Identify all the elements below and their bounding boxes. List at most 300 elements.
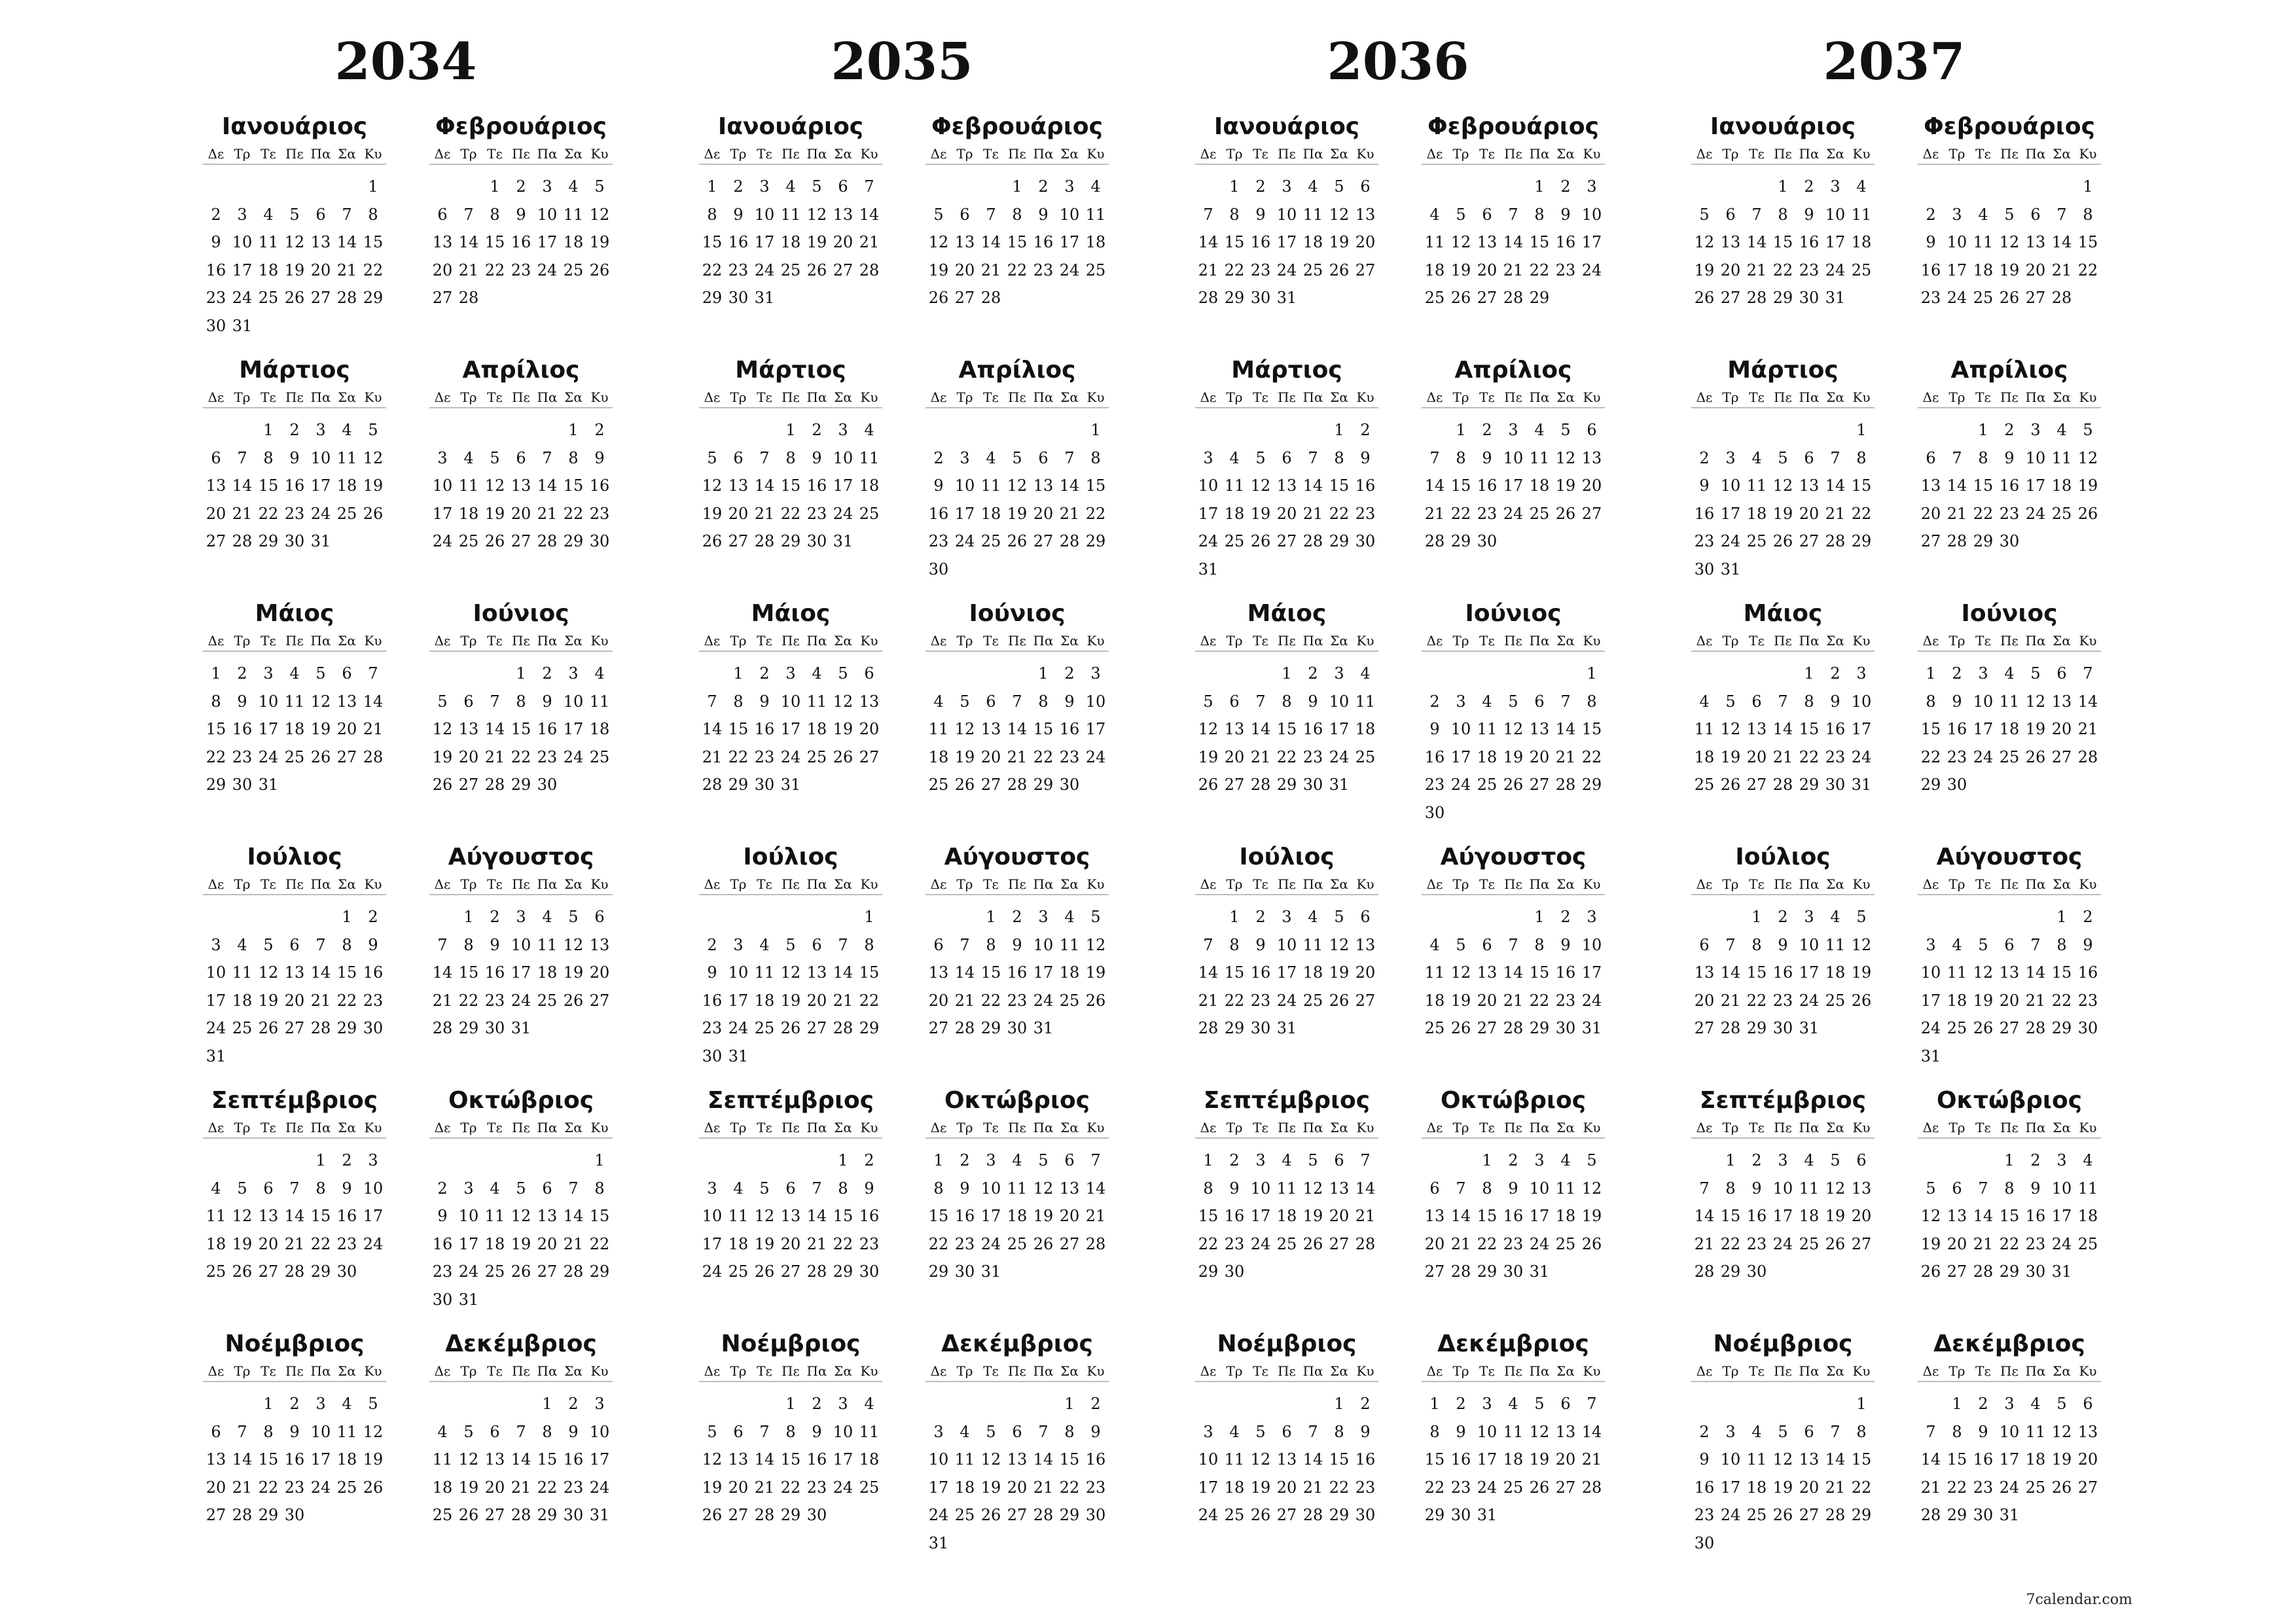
day-cell bbox=[1552, 527, 1579, 556]
day-cell: 6 bbox=[211, 1422, 221, 1441]
day-cell: 11 bbox=[1851, 205, 1872, 224]
day-cell: 27 bbox=[1224, 776, 1245, 794]
day-cell: 6 bbox=[933, 935, 944, 954]
day-cell: 4 bbox=[1229, 448, 1240, 467]
day-cell: 21 bbox=[1250, 747, 1271, 766]
week-row bbox=[1195, 1474, 1378, 1502]
day-cell: 23 bbox=[363, 991, 384, 1010]
day-cell: 7 bbox=[1508, 205, 1518, 224]
day-cell bbox=[1822, 556, 1848, 584]
day-cell: 28 bbox=[232, 1506, 253, 1524]
day-cell: 19 bbox=[1329, 233, 1350, 251]
day-cell: 2 bbox=[1038, 177, 1049, 196]
day-cell bbox=[1448, 799, 1474, 827]
weekday-label: Πα bbox=[806, 146, 827, 162]
year-title: 2036 bbox=[1327, 32, 1469, 92]
month-days bbox=[699, 652, 882, 799]
day-cell: 29 bbox=[206, 776, 226, 794]
day-cell bbox=[429, 416, 456, 444]
day-cell: 27 bbox=[1424, 1262, 1445, 1281]
day-cell: 13 bbox=[1694, 963, 1715, 982]
day-cell: 13 bbox=[1424, 1207, 1445, 1225]
day-cell: 31 bbox=[1198, 560, 1219, 579]
day-cell: 19 bbox=[1772, 1478, 1793, 1497]
day-cell: 29 bbox=[1851, 1506, 1872, 1524]
week-row bbox=[1195, 472, 1378, 500]
day-cell: 26 bbox=[1772, 532, 1793, 550]
day-cell: 15 bbox=[336, 963, 357, 982]
day-cell: 8 bbox=[490, 205, 500, 224]
day-cell bbox=[586, 771, 613, 799]
day-cell: 19 bbox=[1250, 1478, 1271, 1497]
day-cell: 18 bbox=[1085, 233, 1106, 251]
day-cell: 4 bbox=[1429, 205, 1440, 224]
day-cell: 26 bbox=[363, 504, 384, 523]
weekday-label: Τρ bbox=[1948, 1363, 1965, 1379]
weekday-label: Τε bbox=[1975, 633, 1991, 649]
day-cell: 14 bbox=[1059, 476, 1080, 495]
day-cell: 24 bbox=[206, 1019, 226, 1037]
day-cell: 16 bbox=[702, 991, 723, 1010]
day-cell: 26 bbox=[2051, 1478, 2072, 1497]
week-row bbox=[1918, 660, 2101, 688]
month-name: Μάρτιος bbox=[1727, 357, 1839, 383]
day-cell: 4 bbox=[289, 664, 300, 683]
day-cell: 25 bbox=[336, 504, 357, 523]
weekday-label: Πα bbox=[2025, 389, 2046, 405]
day-cell: 20 bbox=[1224, 747, 1245, 766]
day-cell: 4 bbox=[594, 664, 605, 683]
weekday-label: Σα bbox=[2053, 633, 2071, 649]
day-cell: 7 bbox=[1090, 1151, 1101, 1169]
day-cell: 20 bbox=[980, 747, 1001, 766]
day-cell: 15 bbox=[1450, 476, 1471, 495]
day-cell: 8 bbox=[2083, 205, 2093, 224]
weekday-header bbox=[1918, 874, 2101, 895]
day-cell: 7 bbox=[1751, 205, 1762, 224]
week-row bbox=[429, 228, 613, 257]
day-cell: 16 bbox=[432, 1234, 453, 1253]
day-cell: 18 bbox=[1746, 504, 1767, 523]
day-cell: 6 bbox=[594, 908, 605, 926]
day-cell: 17 bbox=[1973, 720, 1994, 738]
day-cell: 16 bbox=[1424, 747, 1445, 766]
day-cell: 14 bbox=[2077, 692, 2098, 711]
day-cell: 25 bbox=[1503, 1478, 1524, 1497]
day-cell: 21 bbox=[1007, 747, 1028, 766]
weekday-label: Πε bbox=[781, 1120, 800, 1135]
day-cell: 12 bbox=[1329, 205, 1350, 224]
day-cell: 11 bbox=[336, 1422, 357, 1441]
day-cell: 6 bbox=[490, 1422, 500, 1441]
week-row bbox=[1691, 1258, 1874, 1286]
day-cell: 22 bbox=[1999, 1234, 2020, 1253]
day-cell: 4 bbox=[342, 1395, 352, 1413]
week-row bbox=[1691, 500, 1874, 528]
day-cell bbox=[203, 1147, 229, 1175]
day-cell: 17 bbox=[1085, 720, 1106, 738]
day-cell bbox=[1030, 556, 1056, 584]
day-cell: 1 bbox=[1856, 421, 1867, 439]
day-cell: 8 bbox=[707, 205, 717, 224]
day-cell: 9 bbox=[289, 448, 300, 467]
day-cell bbox=[1474, 903, 1500, 931]
day-cell: 21 bbox=[1973, 1234, 1994, 1253]
day-cell: 4 bbox=[2004, 664, 2015, 683]
day-cell bbox=[1448, 173, 1474, 201]
day-cell: 17 bbox=[954, 504, 975, 523]
weekday-label: Κυ bbox=[1583, 1120, 1601, 1135]
week-row bbox=[1691, 987, 1874, 1015]
weekday-label: Τε bbox=[1479, 1120, 1495, 1135]
day-cell bbox=[1083, 1014, 1109, 1043]
day-cell: 24 bbox=[2051, 1234, 2072, 1253]
day-cell bbox=[1448, 1147, 1474, 1175]
day-cell: 19 bbox=[1555, 476, 1576, 495]
day-cell: 8 bbox=[1012, 205, 1022, 224]
month-days bbox=[925, 165, 1109, 312]
day-cell: 28 bbox=[1503, 289, 1524, 307]
day-cell: 30 bbox=[702, 1046, 723, 1065]
day-cell: 13 bbox=[1477, 963, 1498, 982]
weekday-header bbox=[1422, 1361, 1605, 1382]
weekday-label: Τρ bbox=[956, 1363, 973, 1379]
day-cell: 19 bbox=[1198, 747, 1219, 766]
weekday-label: Τε bbox=[1749, 1363, 1765, 1379]
week-row bbox=[1918, 1202, 2101, 1230]
day-cell: 19 bbox=[1450, 991, 1471, 1010]
day-cell: 3 bbox=[2030, 421, 2041, 439]
day-cell: 14 bbox=[954, 963, 975, 982]
day-cell: 30 bbox=[589, 532, 610, 550]
day-cell: 6 bbox=[986, 692, 996, 711]
week-row bbox=[429, 987, 613, 1015]
week-row bbox=[429, 416, 613, 444]
day-cell: 29 bbox=[537, 1506, 558, 1524]
week-row bbox=[925, 1258, 1109, 1286]
day-cell: 15 bbox=[1276, 720, 1297, 738]
month-name: Σεπτέμβριος bbox=[1699, 1087, 1867, 1114]
day-cell: 23 bbox=[1477, 504, 1498, 523]
weekday-label: Πε bbox=[1278, 389, 1296, 405]
day-cell: 2 bbox=[437, 1179, 448, 1198]
day-cell: 15 bbox=[1424, 1450, 1445, 1469]
week-row bbox=[1691, 1474, 1874, 1502]
day-cell: 1 bbox=[1856, 1395, 1867, 1413]
month-days bbox=[1195, 895, 1378, 1043]
day-cell: 1 bbox=[1038, 664, 1049, 683]
day-cell: 28 bbox=[1825, 1506, 1846, 1524]
day-cell: 17 bbox=[1581, 963, 1602, 982]
day-cell: 18 bbox=[754, 991, 775, 1010]
weekday-label: Πε bbox=[1278, 146, 1296, 162]
day-cell bbox=[925, 660, 952, 688]
day-cell: 1 bbox=[211, 664, 221, 683]
day-cell: 22 bbox=[258, 504, 279, 523]
day-cell: 11 bbox=[1085, 205, 1106, 224]
weekday-label: Σα bbox=[1556, 146, 1575, 162]
day-cell bbox=[1579, 527, 1605, 556]
day-cell bbox=[229, 903, 255, 931]
day-cell: 29 bbox=[258, 1506, 279, 1524]
day-cell: 17 bbox=[1276, 963, 1297, 982]
weekday-header bbox=[1195, 144, 1378, 165]
day-cell: 9 bbox=[1229, 1179, 1240, 1198]
weekday-header bbox=[203, 144, 386, 165]
week-row bbox=[1422, 1474, 1605, 1502]
day-cell: 15 bbox=[980, 963, 1001, 982]
day-cell: 18 bbox=[1555, 1207, 1576, 1225]
month-days bbox=[1918, 165, 2101, 312]
day-cell: 26 bbox=[1825, 1234, 1846, 1253]
month-2036-1 bbox=[1195, 110, 1378, 312]
day-cell: 8 bbox=[463, 935, 474, 954]
weekday-label: Σα bbox=[564, 1363, 583, 1379]
day-cell: 15 bbox=[1059, 1450, 1080, 1469]
week-row bbox=[203, 715, 386, 743]
day-cell: 12 bbox=[754, 1207, 775, 1225]
day-cell bbox=[1030, 1390, 1056, 1418]
day-cell: 27 bbox=[1059, 1234, 1080, 1253]
month-name: Ιανουάριος bbox=[1710, 113, 1856, 140]
weekday-label: Τρ bbox=[1948, 876, 1965, 892]
day-cell: 7 bbox=[237, 448, 247, 467]
day-cell: 29 bbox=[1973, 532, 1994, 550]
day-cell: 20 bbox=[859, 720, 880, 738]
week-row bbox=[1422, 688, 1605, 716]
day-cell: 10 bbox=[1920, 963, 1941, 982]
day-cell: 25 bbox=[258, 289, 279, 307]
day-cell: 19 bbox=[1503, 747, 1524, 766]
weekday-label: Σα bbox=[1330, 389, 1348, 405]
week-row bbox=[1918, 771, 2101, 799]
week-row bbox=[429, 688, 613, 716]
weekday-header bbox=[1918, 631, 2101, 652]
weekday-label: Πα bbox=[1302, 876, 1323, 892]
day-cell: 26 bbox=[780, 1019, 801, 1037]
day-cell: 30 bbox=[728, 289, 749, 307]
month-days bbox=[429, 652, 613, 799]
month-2037-1 bbox=[1691, 110, 1874, 312]
weekday-label: Πα bbox=[1529, 146, 1550, 162]
day-cell: 30 bbox=[537, 776, 558, 794]
day-cell: 3 bbox=[1978, 664, 1988, 683]
day-cell: 4 bbox=[237, 935, 247, 954]
week-row bbox=[1422, 771, 1605, 799]
weekday-label: Πε bbox=[1008, 633, 1026, 649]
week-row bbox=[1195, 228, 1378, 257]
month-days bbox=[699, 1139, 882, 1286]
day-cell bbox=[1274, 1390, 1300, 1418]
day-cell: 19 bbox=[1772, 504, 1793, 523]
month-2037-6 bbox=[1918, 597, 2101, 799]
day-cell: 4 bbox=[211, 1179, 221, 1198]
weekday-label: Σα bbox=[1556, 1363, 1575, 1379]
day-cell: 20 bbox=[1799, 1478, 1820, 1497]
day-cell bbox=[1083, 284, 1109, 312]
day-cell: 4 bbox=[568, 177, 579, 196]
day-cell bbox=[778, 1147, 804, 1175]
day-cell: 7 bbox=[1830, 1422, 1840, 1441]
weekday-label: Τε bbox=[1749, 876, 1765, 892]
day-cell: 19 bbox=[1999, 260, 2020, 279]
week-row bbox=[429, 257, 613, 285]
day-cell: 18 bbox=[563, 233, 584, 251]
day-cell: 24 bbox=[1581, 991, 1602, 1010]
day-cell: 27 bbox=[1694, 1019, 1715, 1037]
day-cell: 12 bbox=[589, 205, 610, 224]
day-cell: 1 bbox=[1778, 177, 1788, 196]
month-2034-8 bbox=[429, 840, 613, 1043]
day-cell: 19 bbox=[1825, 1207, 1846, 1225]
weekday-label: Πε bbox=[1774, 146, 1792, 162]
month-name: Νοέμβριος bbox=[1713, 1330, 1853, 1357]
day-cell: 30 bbox=[336, 1262, 357, 1281]
day-cell: 30 bbox=[1059, 776, 1080, 794]
day-cell: 2 bbox=[1229, 1151, 1240, 1169]
day-cell: 3 bbox=[986, 1151, 996, 1169]
day-cell: 12 bbox=[806, 205, 827, 224]
day-cell bbox=[1918, 1390, 1944, 1418]
day-cell: 27 bbox=[1799, 532, 1820, 550]
day-cell: 23 bbox=[1999, 504, 2020, 523]
week-row bbox=[1918, 1501, 2101, 1529]
day-cell bbox=[534, 1014, 560, 1043]
week-row bbox=[925, 1202, 1109, 1230]
day-cell: 10 bbox=[1581, 935, 1602, 954]
week-row bbox=[203, 444, 386, 473]
weekday-header bbox=[1422, 874, 1605, 895]
weekday-label: Πε bbox=[512, 876, 530, 892]
day-cell bbox=[1422, 903, 1448, 931]
day-cell: 9 bbox=[594, 448, 605, 467]
weekday-label: Δε bbox=[1426, 389, 1443, 405]
month-2037-10 bbox=[1918, 1084, 2101, 1286]
day-cell: 28 bbox=[336, 289, 357, 307]
day-cell: 27 bbox=[1555, 1478, 1576, 1497]
weekday-label: Πα bbox=[1799, 1120, 1820, 1135]
day-cell bbox=[360, 312, 386, 340]
week-row bbox=[1918, 1258, 2101, 1286]
week-row bbox=[1195, 444, 1378, 473]
day-cell: 12 bbox=[1772, 476, 1793, 495]
day-cell bbox=[1030, 416, 1056, 444]
day-cell: 30 bbox=[1007, 1019, 1028, 1037]
day-cell: 9 bbox=[542, 692, 552, 711]
day-cell: 12 bbox=[2051, 1422, 2072, 1441]
day-cell: 16 bbox=[1477, 476, 1498, 495]
day-cell bbox=[1579, 1258, 1605, 1286]
day-cell: 16 bbox=[1355, 1450, 1376, 1469]
day-cell: 8 bbox=[864, 935, 874, 954]
weekday-label: Τε bbox=[1749, 1120, 1765, 1135]
day-cell: 16 bbox=[2077, 963, 2098, 982]
day-cell: 19 bbox=[754, 1234, 775, 1253]
day-cell: 28 bbox=[754, 532, 775, 550]
day-cell: 27 bbox=[728, 1506, 749, 1524]
day-cell: 18 bbox=[284, 720, 305, 738]
day-cell: 6 bbox=[2030, 205, 2041, 224]
weekday-label: Πα bbox=[537, 1363, 558, 1379]
day-cell bbox=[1056, 1529, 1083, 1558]
day-cell: 24 bbox=[980, 1234, 1001, 1253]
weekday-label: Κυ bbox=[1852, 633, 1871, 649]
day-cell: 11 bbox=[1424, 963, 1445, 982]
week-row bbox=[925, 715, 1109, 743]
week-row bbox=[1691, 1175, 1874, 1203]
week-row bbox=[1691, 1014, 1874, 1043]
day-cell bbox=[255, 312, 281, 340]
day-cell bbox=[1526, 527, 1552, 556]
day-cell bbox=[1770, 1258, 1796, 1286]
weekday-label: Σα bbox=[1826, 1363, 1844, 1379]
day-cell: 30 bbox=[806, 532, 827, 550]
day-cell: 6 bbox=[1064, 1151, 1075, 1169]
day-cell: 9 bbox=[733, 205, 744, 224]
day-cell bbox=[534, 1147, 560, 1175]
day-cell: 7 bbox=[812, 1179, 822, 1198]
weekday-label: Πε bbox=[1504, 1363, 1522, 1379]
day-cell bbox=[1526, 799, 1552, 827]
day-cell: 26 bbox=[833, 747, 853, 766]
day-cell: 3 bbox=[785, 664, 796, 683]
day-cell: 23 bbox=[1085, 1478, 1106, 1497]
day-cell: 2 bbox=[1699, 448, 1710, 467]
day-cell bbox=[804, 771, 830, 799]
day-cell: 13 bbox=[833, 205, 853, 224]
day-cell: 5 bbox=[1334, 908, 1344, 926]
day-cell: 10 bbox=[1772, 1179, 1793, 1198]
month-2034-12 bbox=[429, 1327, 613, 1529]
weekday-label: Σα bbox=[1330, 1363, 1348, 1379]
day-cell: 5 bbox=[960, 692, 970, 711]
day-cell: 17 bbox=[2025, 476, 2046, 495]
day-cell bbox=[360, 1258, 386, 1286]
weekday-label: Δε bbox=[1200, 1120, 1217, 1135]
week-row bbox=[1918, 1014, 2101, 1043]
day-cell: 6 bbox=[1725, 205, 1736, 224]
day-cell: 27 bbox=[1276, 532, 1297, 550]
month-2036-10 bbox=[1422, 1084, 1605, 1286]
day-cell: 15 bbox=[1920, 720, 1941, 738]
day-cell: 9 bbox=[211, 233, 221, 251]
day-cell: 15 bbox=[780, 476, 801, 495]
day-cell: 2 bbox=[211, 205, 221, 224]
week-row bbox=[699, 771, 882, 799]
day-cell: 24 bbox=[954, 532, 975, 550]
day-cell: 25 bbox=[1529, 504, 1550, 523]
day-cell: 13 bbox=[1033, 476, 1054, 495]
day-cell: 24 bbox=[1825, 260, 1846, 279]
day-cell: 21 bbox=[2025, 991, 2046, 1010]
week-row bbox=[1918, 201, 2101, 229]
weekday-label: Δε bbox=[930, 633, 947, 649]
week-row bbox=[1195, 715, 1378, 743]
day-cell: 22 bbox=[1007, 260, 1028, 279]
month-days bbox=[1195, 652, 1378, 799]
day-cell: 1 bbox=[785, 421, 796, 439]
day-cell: 12 bbox=[1450, 963, 1471, 982]
day-cell bbox=[804, 1043, 830, 1071]
day-cell: 20 bbox=[1851, 1207, 1872, 1225]
weekday-label: Δε bbox=[434, 1120, 451, 1135]
week-row bbox=[1691, 228, 1874, 257]
day-cell: 10 bbox=[1276, 205, 1297, 224]
month-days bbox=[1422, 408, 1605, 556]
day-cell: 16 bbox=[1085, 1450, 1106, 1469]
day-cell: 22 bbox=[1424, 1478, 1445, 1497]
day-cell: 18 bbox=[954, 1478, 975, 1497]
